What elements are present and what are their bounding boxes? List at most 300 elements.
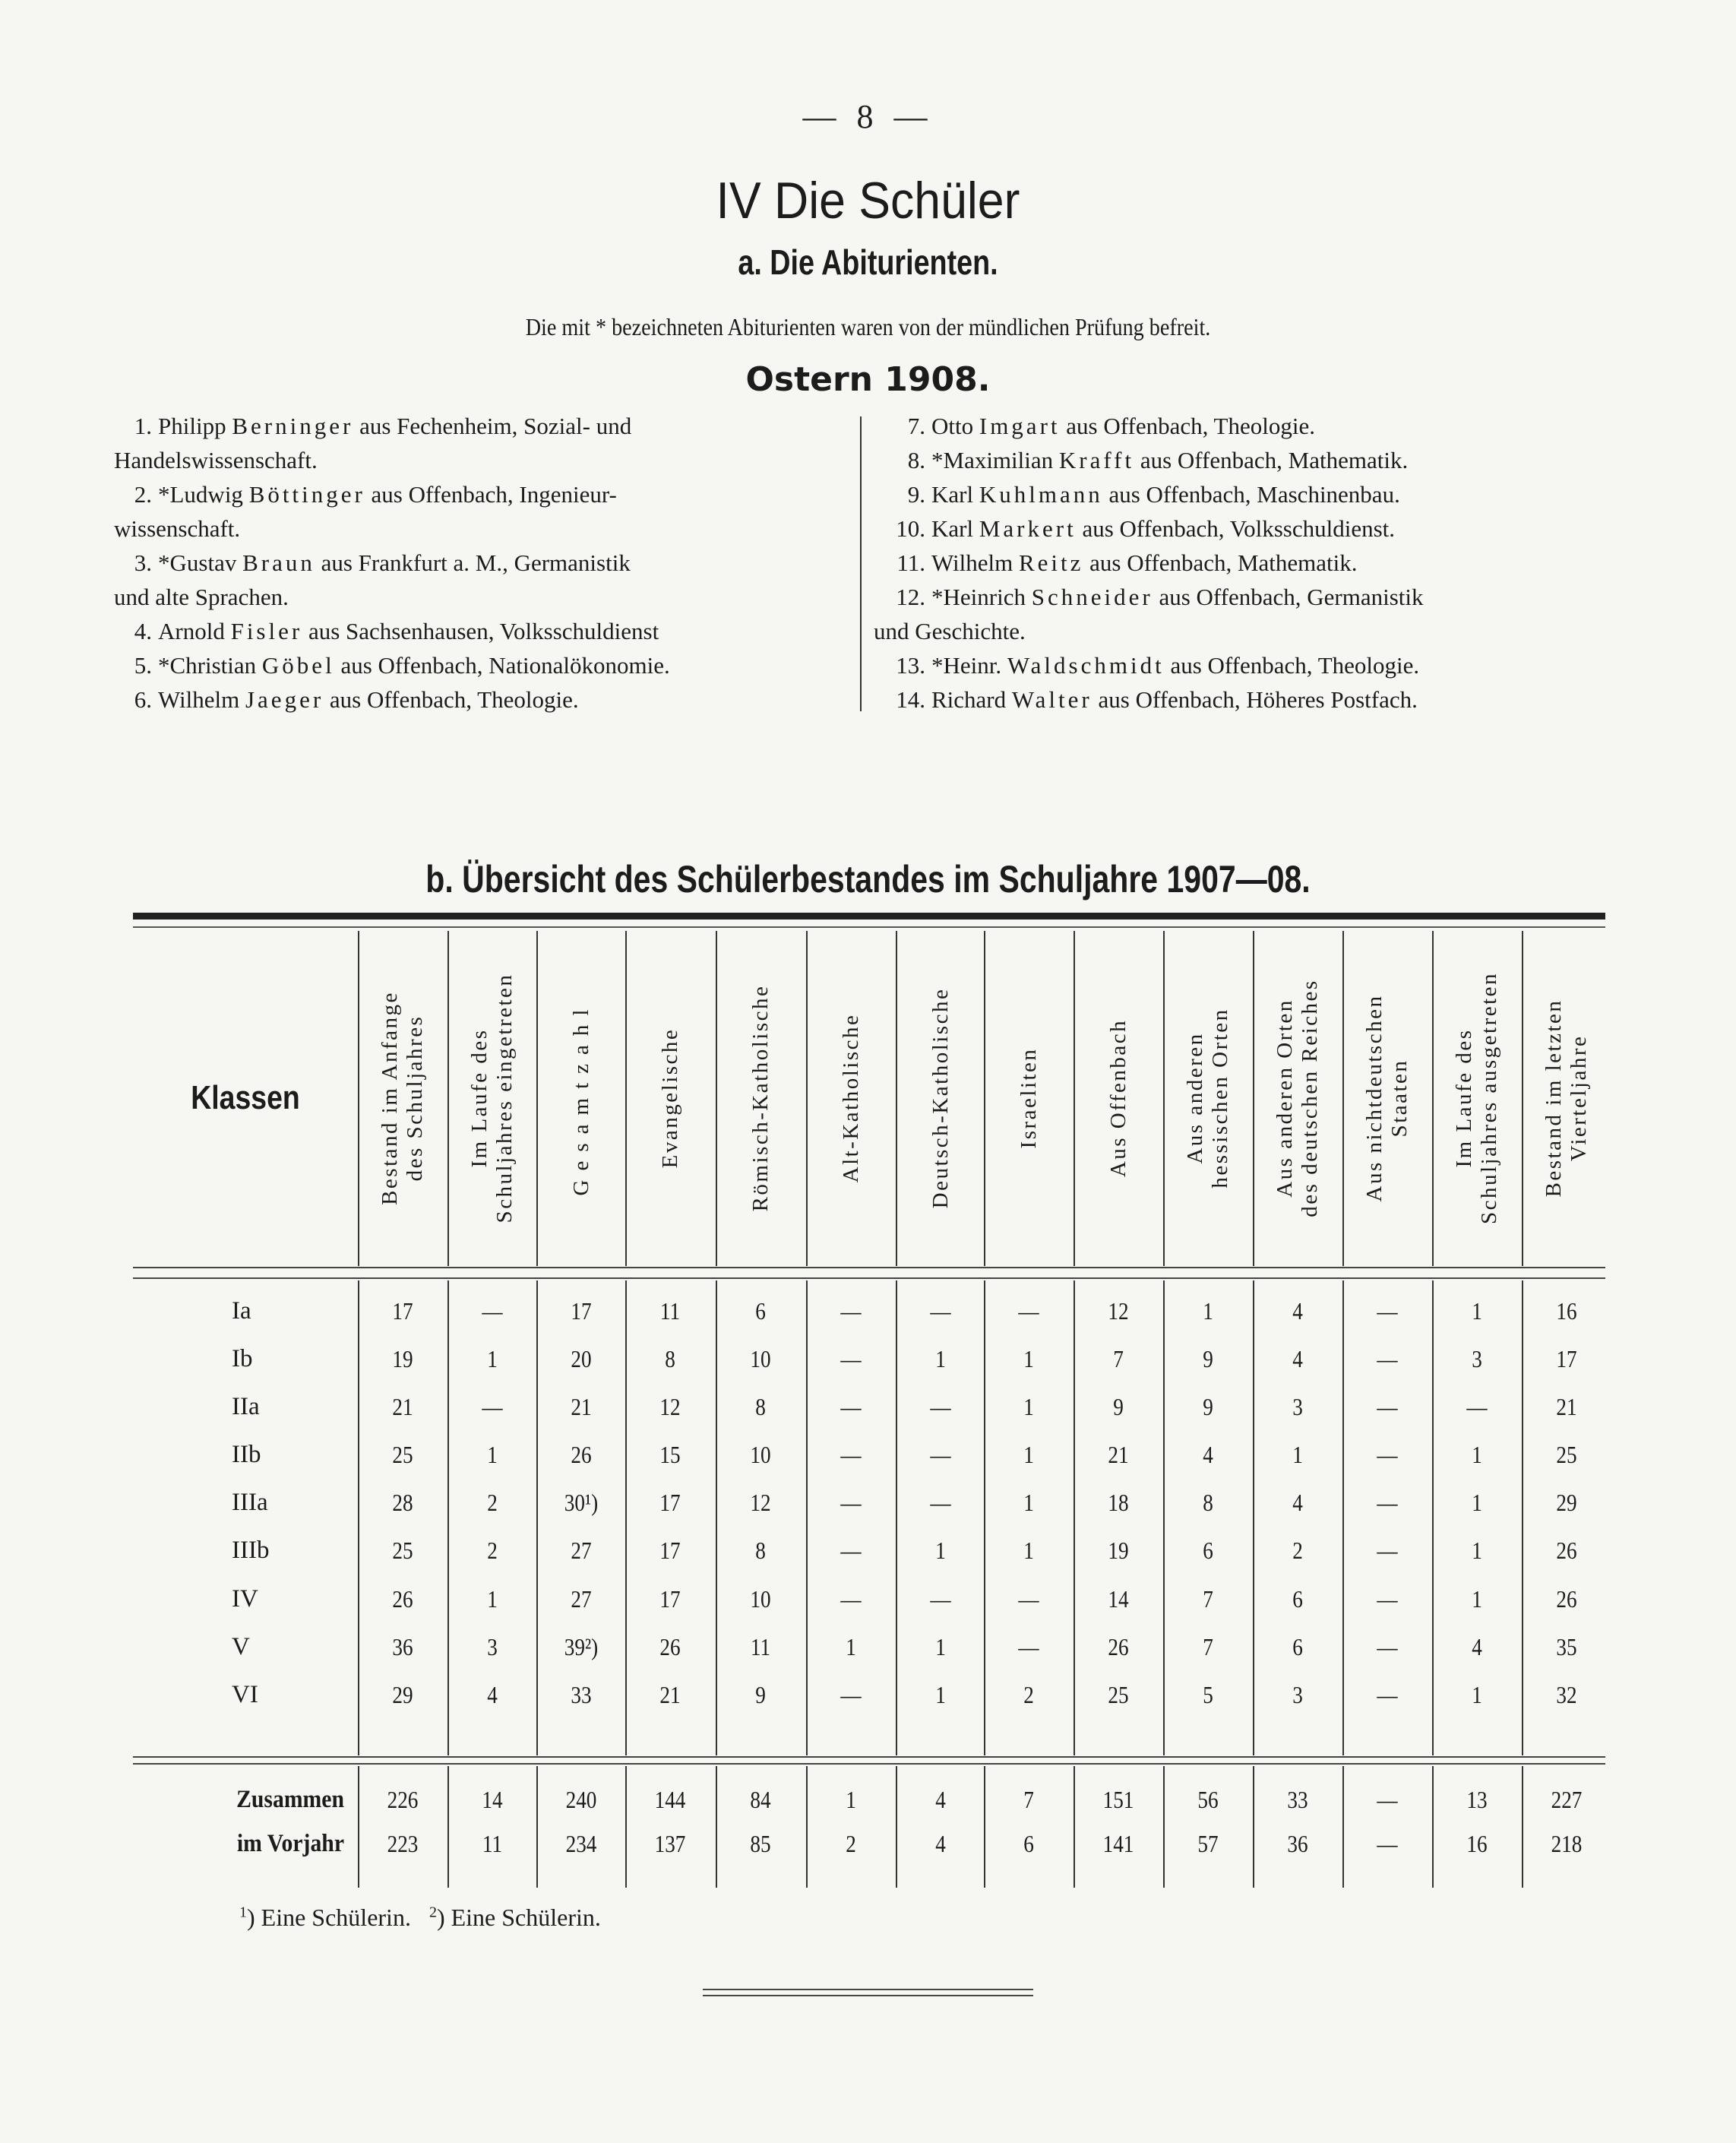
table-cell: 7	[1203, 1633, 1213, 1660]
origin-and-field: aus Fechenheim, Sozial- und	[359, 413, 632, 439]
column-divider	[984, 1766, 985, 1888]
class-label: VI	[232, 1681, 258, 1708]
table-cell: 6	[755, 1297, 766, 1325]
table-cell: 8	[1203, 1489, 1213, 1516]
table-cell: 28	[392, 1489, 413, 1516]
surname: Markert	[979, 515, 1077, 542]
column-divider	[716, 1766, 717, 1888]
entry-text	[931, 477, 1603, 511]
table-cell: 21	[392, 1393, 413, 1420]
table-cell: 17	[659, 1537, 681, 1564]
table-cell: 29	[392, 1681, 413, 1708]
table-cell: 1	[935, 1537, 946, 1564]
table-cell: 1	[1472, 1489, 1482, 1516]
table-cell: 3	[1292, 1681, 1303, 1708]
table-cell: —	[840, 1489, 862, 1516]
table-cell: —	[930, 1489, 951, 1516]
totals-cell: 14	[482, 1786, 503, 1813]
column-divider	[896, 1766, 897, 1888]
table-cell: 32	[1556, 1681, 1577, 1708]
table-cell: —	[1377, 1537, 1398, 1564]
table-cell: 10	[750, 1441, 771, 1468]
column-divider	[1074, 1766, 1075, 1888]
column-header	[358, 931, 447, 1265]
surname: Imgart	[979, 413, 1061, 439]
totals-cell: —	[1377, 1830, 1398, 1857]
entry-number: 7.	[907, 413, 925, 439]
column-header	[1253, 931, 1342, 1265]
table-cell: 25	[392, 1537, 413, 1564]
table-cell: 19	[1108, 1537, 1129, 1564]
surname: Schneider	[1031, 584, 1153, 610]
header-rule	[133, 1267, 1605, 1268]
column-divider	[1342, 1280, 1344, 1755]
entry-text	[931, 546, 1603, 580]
class-label: IIIa	[232, 1489, 268, 1516]
totals-cell: 13	[1466, 1786, 1488, 1813]
table-cell: 4	[1292, 1345, 1303, 1372]
table-cell: —	[840, 1681, 862, 1708]
table-cell: 7	[1113, 1345, 1124, 1372]
table-cell: 11	[659, 1297, 681, 1325]
column-divider	[896, 1280, 897, 1755]
origin-and-field: aus Offenbach, Mathematik.	[1140, 447, 1409, 473]
table-cell: 9	[755, 1681, 766, 1708]
class-label: V	[232, 1633, 250, 1660]
table-cell: 39²)	[564, 1633, 599, 1660]
table-cell: —	[1018, 1633, 1039, 1660]
table-cell: 30¹)	[564, 1489, 599, 1516]
surname: Göbel	[261, 652, 335, 679]
entry-continuation: und Geschichte.	[874, 618, 1026, 644]
totals-cell: 6	[1023, 1830, 1034, 1857]
table-cell: 1	[935, 1681, 946, 1708]
origin-and-field: aus Offenbach, Volksschuldienst.	[1082, 515, 1396, 542]
origin-and-field: aus Offenbach, Mathematik.	[1089, 549, 1358, 576]
list-divider	[860, 416, 862, 711]
table-cell: —	[1018, 1297, 1039, 1325]
table-cell: 26	[1556, 1537, 1577, 1564]
table-cell: 15	[659, 1441, 681, 1468]
table-cell: —	[930, 1393, 951, 1420]
table-cell: —	[1466, 1393, 1488, 1420]
table-cell: 21	[659, 1681, 681, 1708]
class-label: Ia	[232, 1297, 251, 1325]
table-cell: —	[1377, 1297, 1398, 1325]
entry-number: 8.	[907, 447, 925, 473]
class-label: IIb	[232, 1441, 261, 1468]
column-header-line: des Schuljahres	[403, 1015, 427, 1182]
origin-and-field: aus Offenbach, Ingenieur-	[371, 481, 617, 508]
totals-cell: 33	[1287, 1786, 1308, 1813]
footnotes	[239, 1904, 601, 1932]
table-cell: 26	[1556, 1585, 1577, 1613]
table-cell: 2	[1292, 1537, 1303, 1564]
totals-cell: 36	[1287, 1830, 1308, 1857]
exemption-note: Die mit * bezeichneten Abiturienten waren von der mündlichen Prüfung befreit.	[525, 313, 1211, 340]
entry-text	[931, 443, 1603, 477]
column-divider	[447, 1280, 449, 1755]
entry-number: 6.	[134, 686, 152, 713]
table-cell: 29	[1556, 1489, 1577, 1516]
table-cell: 3	[487, 1633, 498, 1660]
surname: Jaeger	[245, 686, 324, 713]
graduates-list-left	[114, 409, 821, 717]
table-cell: 6	[1292, 1633, 1303, 1660]
table-cell: 17	[659, 1489, 681, 1516]
graduate-entry	[874, 511, 1603, 546]
table-cell: 9	[1203, 1345, 1213, 1372]
column-divider	[1253, 1766, 1254, 1888]
first-name: Philipp	[158, 413, 226, 439]
column-header	[1342, 931, 1432, 1265]
column-divider	[1342, 1766, 1344, 1888]
table-cell: 12	[659, 1393, 681, 1420]
totals-cell: 4	[935, 1786, 946, 1813]
footnote-1-marker: 1	[239, 1904, 247, 1921]
entry-number: 10.	[896, 515, 925, 542]
column-header-line: Aus anderen Orten	[1273, 999, 1297, 1198]
table-cell: 26	[659, 1633, 681, 1660]
header-rule	[133, 1277, 1605, 1279]
totals-cell: 16	[1466, 1830, 1488, 1857]
column-header-line: Aus nichtdeutschen	[1362, 994, 1387, 1202]
totals-cell: 141	[1102, 1830, 1134, 1857]
column-divider	[447, 1766, 449, 1888]
column-header	[1074, 931, 1163, 1265]
table-cell: 1	[1203, 1297, 1213, 1325]
table-cell: 27	[571, 1537, 592, 1564]
table-cell: 4	[1203, 1441, 1213, 1468]
totals-label: Zusammen	[236, 1786, 344, 1813]
entry-number: 3.	[134, 549, 152, 576]
table-cell: 1	[1472, 1297, 1482, 1325]
table-cell: 1	[1023, 1537, 1034, 1564]
entry-number: 1.	[134, 413, 152, 439]
column-header	[984, 931, 1074, 1265]
first-name: *Maximilian	[931, 447, 1054, 473]
first-name: *Ludwig	[158, 481, 243, 508]
first-name: *Heinrich	[931, 584, 1026, 610]
totals-rule	[133, 1763, 1605, 1765]
column-divider	[625, 1766, 627, 1888]
table-cell: 2	[1023, 1681, 1034, 1708]
table-cell: 10	[750, 1585, 771, 1613]
table-cell: 17	[1556, 1345, 1577, 1372]
table-cell: 8	[755, 1393, 766, 1420]
graduate-entry	[874, 648, 1603, 682]
table-cell: 3	[1472, 1345, 1482, 1372]
totals-cell: 227	[1551, 1786, 1583, 1813]
entry-number: 14.	[896, 686, 925, 713]
graduate-entry	[874, 477, 1603, 511]
table-cell: 1	[935, 1345, 946, 1372]
table-cell: 10	[750, 1345, 771, 1372]
table-cell: —	[840, 1441, 862, 1468]
surname: Berninger	[232, 413, 354, 439]
graduate-entry	[114, 614, 821, 648]
totals-label: im Vorjahr	[236, 1830, 344, 1857]
totals-cell: 85	[750, 1830, 771, 1857]
page-number: — 8 —	[802, 98, 934, 135]
totals-cell: 56	[1197, 1786, 1219, 1813]
column-header-line: Aus anderen	[1183, 1032, 1207, 1164]
column-header	[536, 931, 626, 1265]
table-cell: —	[1377, 1681, 1398, 1708]
surname: Walter	[1011, 686, 1093, 713]
class-label: Ib	[232, 1345, 253, 1372]
column-divider	[358, 1766, 359, 1888]
column-header-line: Aus Offenbach	[1105, 1018, 1130, 1178]
table-cell: 26	[571, 1441, 592, 1468]
surname: Fisler	[230, 618, 303, 644]
section-a-title: a. Die Abiturienten.	[738, 242, 998, 282]
surname: Kuhlmann	[979, 481, 1103, 508]
table-cell: 3	[1292, 1393, 1303, 1420]
totals-cell: 223	[387, 1830, 419, 1857]
table-cell: 21	[1108, 1441, 1129, 1468]
table-cell: 1	[1472, 1681, 1482, 1708]
table-cell: 1	[935, 1633, 946, 1660]
entry-continuation: und alte Sprachen.	[114, 584, 289, 610]
column-header-line: des deutschen Reiches	[1298, 979, 1322, 1217]
table-cell: 9	[1113, 1393, 1124, 1420]
table-cell: 17	[659, 1585, 681, 1613]
table-cell: 18	[1108, 1489, 1129, 1516]
table-cell: —	[840, 1297, 862, 1325]
first-name: Karl	[931, 481, 974, 508]
column-divider	[806, 1280, 808, 1755]
table-cell: 1	[1023, 1393, 1034, 1420]
entry-continuation: Handelswissenschaft.	[114, 447, 318, 473]
table-cell: 1	[487, 1585, 498, 1613]
column-divider	[1163, 1766, 1165, 1888]
totals-cell: 7	[1023, 1786, 1034, 1813]
column-header-line: Alt-Katholische	[838, 1013, 863, 1183]
end-rule	[703, 1989, 1033, 1990]
footnote-2-text: ) Eine Schülerin.	[436, 1904, 601, 1931]
column-header	[625, 931, 715, 1265]
table-cell: —	[930, 1441, 951, 1468]
table-cell: 2	[487, 1489, 498, 1516]
table-cell: 9	[1203, 1393, 1213, 1420]
table-cell: 4	[487, 1681, 498, 1708]
table-cell: —	[482, 1297, 503, 1325]
origin-and-field: aus Frankfurt a. M., Germanistik	[321, 549, 631, 576]
table-cell: 12	[750, 1489, 771, 1516]
column-divider	[625, 1280, 627, 1755]
column-divider	[806, 1766, 808, 1888]
entry-text	[158, 648, 821, 682]
entry-number: 5.	[134, 652, 152, 679]
totals-rule	[133, 1756, 1605, 1758]
column-header-line: Staaten	[1387, 1059, 1412, 1138]
table-cell: 8	[755, 1537, 766, 1564]
table-cell: 1	[487, 1441, 498, 1468]
entry-text	[931, 682, 1603, 717]
table-cell: —	[1018, 1585, 1039, 1613]
table-cell: 36	[392, 1633, 413, 1660]
table-cell: —	[1377, 1393, 1398, 1420]
table-cell: 1	[1023, 1441, 1034, 1468]
table-cell: 27	[571, 1585, 592, 1613]
table-cell: 1	[1472, 1537, 1482, 1564]
totals-cell: 4	[935, 1830, 946, 1857]
first-name: Richard	[931, 686, 1007, 713]
entry-number: 12.	[896, 584, 925, 610]
surname: Krafft	[1058, 447, 1135, 473]
origin-and-field: aus Offenbach, Maschinenbau.	[1108, 481, 1400, 508]
table-cell: 26	[1108, 1633, 1129, 1660]
table-cell: 33	[571, 1681, 592, 1708]
klassen-header: Klassen	[191, 1079, 300, 1116]
table-cell: —	[930, 1297, 951, 1325]
first-name: *Heinr.	[931, 652, 1002, 679]
graduate-entry	[874, 580, 1603, 648]
table-cell: —	[840, 1585, 862, 1613]
column-divider	[536, 1280, 538, 1755]
column-header	[716, 931, 805, 1265]
totals-cell: 240	[565, 1786, 597, 1813]
origin-and-field: aus Offenbach, Theologie.	[329, 686, 579, 713]
table-top-thin-rule	[133, 926, 1605, 928]
table-cell: 21	[1556, 1393, 1577, 1420]
column-divider	[1432, 1766, 1434, 1888]
graduate-entry	[874, 409, 1603, 443]
entry-text	[931, 580, 1603, 614]
table-cell: 1	[1023, 1489, 1034, 1516]
first-name: Karl	[931, 515, 974, 542]
column-divider	[358, 1280, 359, 1755]
column-divider	[1432, 1280, 1434, 1755]
totals-cell: 151	[1102, 1786, 1134, 1813]
class-label: IV	[232, 1585, 258, 1613]
column-divider	[716, 1280, 717, 1755]
graduate-entry	[874, 443, 1603, 477]
table-cell: 1	[1472, 1441, 1482, 1468]
entry-continuation: wissenschaft.	[114, 515, 241, 542]
table-cell: 16	[1556, 1297, 1577, 1325]
column-header-line: Im Laufe des	[1452, 1028, 1476, 1168]
column-header	[447, 931, 537, 1265]
graduate-entry	[114, 409, 821, 477]
totals-cell: 84	[750, 1786, 771, 1813]
column-header-line: Schuljahres ausgetreten	[1477, 971, 1501, 1225]
table-cell: 20	[571, 1345, 592, 1372]
table-top-rule	[133, 913, 1605, 920]
chapter-title: IV Die Schüler	[716, 172, 1020, 229]
origin-and-field: aus Offenbach, Nationalökonomie.	[340, 652, 670, 679]
totals-cell: 57	[1197, 1830, 1219, 1857]
origin-and-field: aus Offenbach, Höheres Postfach.	[1098, 686, 1418, 713]
totals-cell: 137	[654, 1830, 686, 1857]
section-b-title: b. Übersicht des Schülerbestandes im Schuljahre 1907—08.	[425, 858, 1311, 901]
column-header-line: Im Laufe des	[467, 1028, 492, 1168]
table-cell: —	[930, 1585, 951, 1613]
column-divider	[1163, 1280, 1165, 1755]
table-cell: —	[1377, 1345, 1398, 1372]
graduate-entry	[874, 682, 1603, 717]
entry-number: 9.	[907, 481, 925, 508]
column-header-line: Israeliten	[1016, 1047, 1041, 1149]
origin-and-field: aus Offenbach, Theologie.	[1066, 413, 1315, 439]
table-cell: 1	[846, 1633, 856, 1660]
column-divider	[1522, 1766, 1523, 1888]
table-cell: 4	[1292, 1297, 1303, 1325]
totals-cell: 234	[565, 1830, 597, 1857]
graduate-entry	[114, 648, 821, 682]
graduates-list-right	[874, 409, 1603, 717]
column-divider	[1253, 1280, 1254, 1755]
end-rule	[703, 1995, 1033, 1996]
table-cell: 1	[1292, 1441, 1303, 1468]
graduate-entry	[114, 682, 821, 717]
column-header-line: Evangelische	[657, 1027, 682, 1169]
origin-and-field: aus Offenbach, Theologie.	[1170, 652, 1420, 679]
table-cell: 14	[1108, 1585, 1129, 1613]
table-cell: 1	[1023, 1345, 1034, 1372]
table-cell: 1	[1472, 1585, 1482, 1613]
table-cell: 6	[1292, 1585, 1303, 1613]
table-cell: 17	[392, 1297, 413, 1325]
column-divider	[536, 1766, 538, 1888]
origin-and-field: aus Offenbach, Germanistik	[1159, 584, 1424, 610]
table-cell: 2	[487, 1537, 498, 1564]
table-cell: 11	[750, 1633, 771, 1660]
column-header	[1522, 931, 1611, 1265]
table-cell: —	[840, 1537, 862, 1564]
table-cell: —	[840, 1393, 862, 1420]
entry-number: 13.	[896, 652, 925, 679]
footnote-1-text: ) Eine Schülerin.	[247, 1904, 411, 1931]
column-header	[1163, 931, 1253, 1265]
column-header-line: Vierteljahre	[1567, 1034, 1591, 1162]
column-divider	[1074, 1280, 1075, 1755]
entry-text	[931, 409, 1603, 443]
totals-cell: —	[1377, 1786, 1398, 1813]
table-cell: 19	[392, 1345, 413, 1372]
table-cell: 21	[571, 1393, 592, 1420]
surname: Braun	[242, 549, 315, 576]
table-cell: 8	[665, 1345, 675, 1372]
column-divider	[984, 1280, 985, 1755]
entry-text	[931, 648, 1603, 682]
entry-text	[158, 614, 821, 648]
first-name: Arnold	[158, 618, 225, 644]
graduate-entry	[114, 477, 821, 546]
table-cell: —	[1377, 1441, 1398, 1468]
entry-text	[158, 682, 821, 717]
origin-and-field: aus Sachsenhausen, Volksschuldienst	[308, 618, 659, 644]
surname: Böttinger	[248, 481, 365, 508]
entry-number: 2.	[134, 481, 152, 508]
entry-text	[931, 511, 1603, 546]
table-cell: 12	[1108, 1297, 1129, 1325]
table-cell: 25	[1108, 1681, 1129, 1708]
surname: Reitz	[1018, 549, 1084, 576]
graduate-entry	[114, 546, 821, 614]
column-header-line: hessischen Orten	[1208, 1008, 1232, 1189]
column-divider	[1522, 1280, 1523, 1755]
class-label: IIIb	[232, 1537, 270, 1564]
table-cell: 6	[1203, 1537, 1213, 1564]
table-cell: 17	[571, 1297, 592, 1325]
table-cell: 35	[1556, 1633, 1577, 1660]
entry-number: 11.	[896, 549, 925, 576]
totals-cell: 2	[846, 1830, 856, 1857]
totals-cell: 226	[387, 1786, 419, 1813]
surname: Waldschmidt	[1007, 652, 1165, 679]
